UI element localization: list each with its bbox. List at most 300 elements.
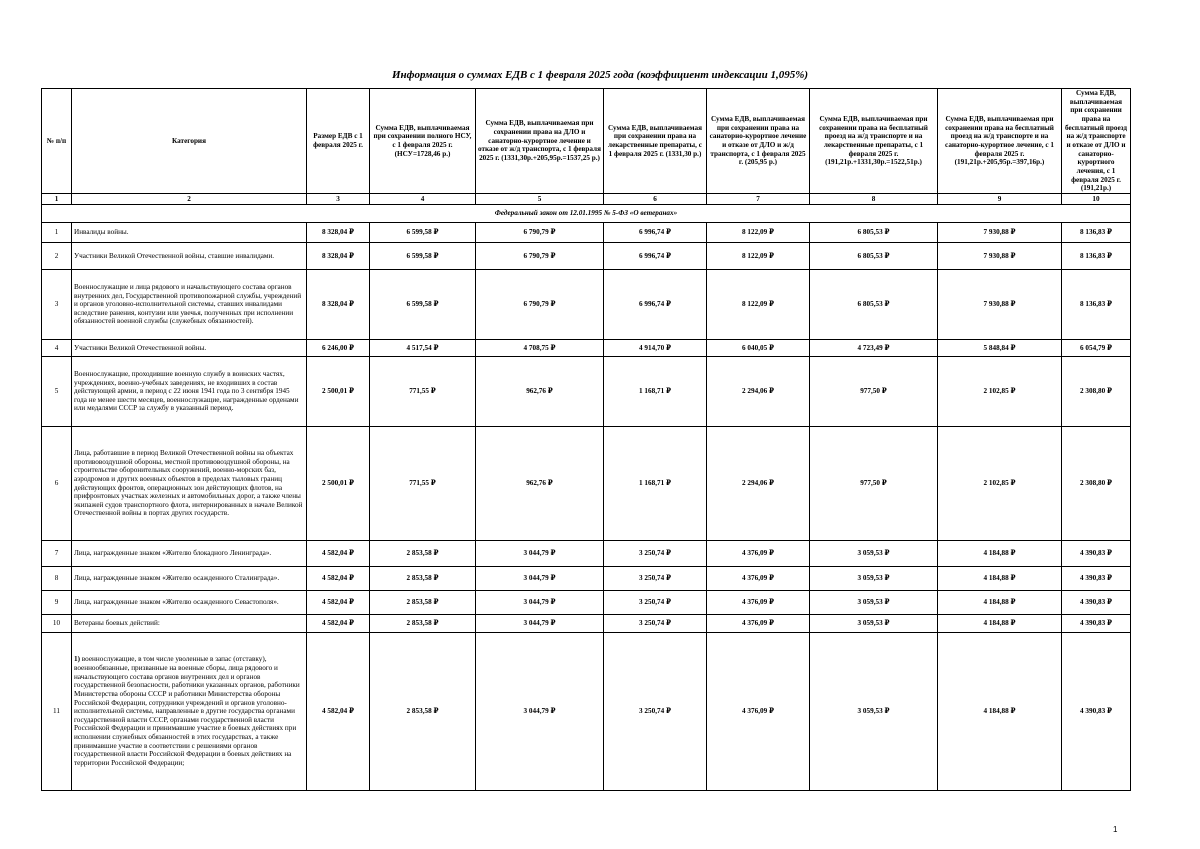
amount-cell <box>370 243 476 270</box>
ruble-sign: ₽ <box>884 300 890 309</box>
amount-cell <box>810 615 938 633</box>
amount-cell <box>938 357 1062 427</box>
amount-cell <box>938 567 1062 591</box>
category-text: Лица, награжденные знаком «Жителю осажденного Севастополя». <box>74 598 279 607</box>
table-row <box>42 223 1131 243</box>
amount-value: 4 582,04 <box>322 707 348 716</box>
ruble-sign: ₽ <box>1010 619 1016 628</box>
ruble-sign: ₽ <box>1106 300 1112 309</box>
amount-value: 4 517,54 <box>406 343 432 352</box>
amount-value: 4 390,83 <box>1080 549 1106 558</box>
amount-value: 4 376,09 <box>742 707 768 716</box>
amount-value: 4 376,09 <box>742 574 768 583</box>
amount-value: 8 122,09 <box>742 228 768 237</box>
ruble-sign: ₽ <box>1010 574 1016 583</box>
ruble-sign: ₽ <box>348 251 354 260</box>
row-category <box>72 541 307 567</box>
ruble-sign: ₽ <box>768 251 774 260</box>
ruble-sign: ₽ <box>433 549 439 558</box>
amount-value: 2 102,85 <box>983 387 1009 396</box>
amount-cell <box>604 633 707 791</box>
ruble-sign: ₽ <box>547 479 553 488</box>
col-header-category: Категория <box>72 89 307 194</box>
column-number: 5 <box>476 194 604 205</box>
amount-value: 8 122,09 <box>742 300 768 309</box>
col-header-dlo-sanatorium: Сумма ЕДВ, выплачиваемая при сохранении права на ДЛО и санаторно-курортное лечение и отказе от ж/д транспорта, с 1 февраля 2025 г. (1331,30р.+205,95р.=1537,25 р.) <box>476 89 604 194</box>
amount-cell <box>707 357 810 427</box>
ruble-sign: ₽ <box>665 619 671 628</box>
column-number: 8 <box>810 194 938 205</box>
amount-cell <box>1062 427 1131 541</box>
category-text: Лица, награжденные знаком «Жителю осажденного Сталинграда». <box>74 574 280 583</box>
amount-cell <box>810 427 938 541</box>
amount-cell <box>604 243 707 270</box>
amount-cell <box>707 243 810 270</box>
row-number: 11 <box>42 633 72 791</box>
category-prefix: 1) <box>74 655 80 664</box>
amount-cell <box>604 567 707 591</box>
amount-cell <box>604 541 707 567</box>
amount-cell <box>370 357 476 427</box>
row-number: 7 <box>42 541 72 567</box>
ruble-sign: ₽ <box>665 300 671 309</box>
edv-table <box>41 88 1131 791</box>
ruble-sign: ₽ <box>348 707 354 716</box>
amount-value: 8 136,83 <box>1080 228 1106 237</box>
amount-cell <box>938 615 1062 633</box>
amount-value: 6 246,00 <box>322 343 348 352</box>
amount-cell <box>476 243 604 270</box>
ruble-sign: ₽ <box>768 707 774 716</box>
amount-cell <box>604 357 707 427</box>
ruble-sign: ₽ <box>550 574 556 583</box>
amount-value: 2 500,01 <box>322 479 348 488</box>
amount-cell <box>1062 591 1131 615</box>
table-row <box>42 357 1131 427</box>
ruble-sign: ₽ <box>348 228 354 237</box>
amount-value: 3 044,79 <box>523 574 549 583</box>
amount-value: 4 723,49 <box>857 343 883 352</box>
column-number: 2 <box>72 194 307 205</box>
amount-value: 8 122,09 <box>742 251 768 260</box>
amount-cell <box>370 427 476 541</box>
row-category <box>72 243 307 270</box>
amount-value: 6 805,53 <box>857 251 883 260</box>
amount-value: 6 599,58 <box>406 251 432 260</box>
row-number: 8 <box>42 567 72 591</box>
table-row <box>42 633 1131 791</box>
amount-cell <box>307 223 370 243</box>
amount-cell <box>707 567 810 591</box>
amount-cell <box>370 223 476 243</box>
col-header-rail-only: Сумма ЕДВ, выплачиваемая при сохранении права на бесплатный проезд на ж/д транспорте и отказе от ДЛО и санаторно-курортного лечения, с 1 февраля 2025 г. (191,21р.) <box>1062 89 1131 194</box>
amount-cell <box>1062 567 1131 591</box>
amount-value: 2 500,01 <box>322 387 348 396</box>
ruble-sign: ₽ <box>1106 251 1112 260</box>
amount-cell <box>370 270 476 340</box>
amount-value: 4 390,83 <box>1080 619 1106 628</box>
amount-value: 8 136,83 <box>1080 251 1106 260</box>
ruble-sign: ₽ <box>1106 343 1112 352</box>
amount-value: 7 930,88 <box>983 228 1009 237</box>
row-number: 6 <box>42 427 72 541</box>
column-number-row <box>42 194 1131 205</box>
amount-value: 3 250,74 <box>639 619 665 628</box>
amount-value: 4 390,83 <box>1080 707 1106 716</box>
row-number: 5 <box>42 357 72 427</box>
column-number: 6 <box>604 194 707 205</box>
amount-value: 6 054,79 <box>1080 343 1106 352</box>
column-number: 1 <box>42 194 72 205</box>
amount-value: 771,55 <box>409 387 429 396</box>
amount-value: 3 044,79 <box>523 707 549 716</box>
amount-value: 6 996,74 <box>639 300 665 309</box>
amount-cell <box>938 633 1062 791</box>
amount-value: 3 044,79 <box>523 619 549 628</box>
amount-cell <box>938 591 1062 615</box>
amount-value: 1 168,71 <box>639 479 665 488</box>
amount-cell <box>1062 541 1131 567</box>
ruble-sign: ₽ <box>1106 619 1112 628</box>
amount-value: 2 853,58 <box>406 598 432 607</box>
amount-cell <box>307 567 370 591</box>
ruble-sign: ₽ <box>348 598 354 607</box>
amount-cell <box>307 270 370 340</box>
ruble-sign: ₽ <box>550 549 556 558</box>
amount-cell <box>810 223 938 243</box>
ruble-sign: ₽ <box>1106 598 1112 607</box>
table-row <box>42 270 1131 340</box>
amount-value: 7 930,88 <box>983 300 1009 309</box>
ruble-sign: ₽ <box>768 479 774 488</box>
amount-cell <box>476 567 604 591</box>
ruble-sign: ₽ <box>433 707 439 716</box>
col-header-full-nsu: Сумма ЕДВ, выплачиваемая при сохранении полного НСУ, с 1 февраля 2025 г. (НСУ=1728,46 р.) <box>370 89 476 194</box>
column-number: 3 <box>307 194 370 205</box>
row-number: 4 <box>42 340 72 357</box>
category-text: Военнослужащие, проходившие военную службу в воинских частях, учреждениях, военно-учебных заведениях, не входивших в состав действующей армии, в период с 22 июня 1941 года по 3 сентября 1945 года не менее шести месяцев, военнослужащие, награжденные орденами или медалями СССР за службу в указанный период. <box>74 369 299 413</box>
amount-value: 2 308,80 <box>1080 387 1106 396</box>
amount-cell <box>476 541 604 567</box>
row-category <box>72 567 307 591</box>
ruble-sign: ₽ <box>348 300 354 309</box>
ruble-sign: ₽ <box>1106 228 1112 237</box>
amount-value: 6 790,79 <box>523 300 549 309</box>
amount-cell <box>938 541 1062 567</box>
amount-cell <box>1062 243 1131 270</box>
amount-value: 4 184,88 <box>983 598 1009 607</box>
amount-value: 977,50 <box>860 479 880 488</box>
amount-cell <box>1062 340 1131 357</box>
amount-cell <box>307 427 370 541</box>
ruble-sign: ₽ <box>1010 251 1016 260</box>
ruble-sign: ₽ <box>884 707 890 716</box>
col-header-edv-size: Размер ЕДВ с 1 февраля 2025 г. <box>307 89 370 194</box>
ruble-sign: ₽ <box>433 343 439 352</box>
amount-value: 4 914,70 <box>639 343 665 352</box>
ruble-sign: ₽ <box>433 619 439 628</box>
row-number: 2 <box>42 243 72 270</box>
row-category <box>72 591 307 615</box>
amount-cell <box>476 591 604 615</box>
amount-cell <box>370 615 476 633</box>
amount-value: 8 328,04 <box>322 300 348 309</box>
amount-value: 6 805,53 <box>857 228 883 237</box>
amount-cell <box>370 541 476 567</box>
row-category <box>72 357 307 427</box>
amount-cell <box>938 270 1062 340</box>
table-row <box>42 427 1131 541</box>
amount-cell <box>810 243 938 270</box>
amount-value: 4 184,88 <box>983 574 1009 583</box>
header-row <box>42 89 1131 194</box>
ruble-sign: ₽ <box>884 619 890 628</box>
amount-value: 1 168,71 <box>639 387 665 396</box>
amount-value: 4 184,88 <box>983 707 1009 716</box>
ruble-sign: ₽ <box>348 479 354 488</box>
amount-value: 4 376,09 <box>742 619 768 628</box>
ruble-sign: ₽ <box>348 549 354 558</box>
amount-value: 3 059,53 <box>857 574 883 583</box>
amount-cell <box>707 223 810 243</box>
ruble-sign: ₽ <box>433 300 439 309</box>
ruble-sign: ₽ <box>1010 343 1016 352</box>
ruble-sign: ₽ <box>665 228 671 237</box>
amount-value: 3 059,53 <box>857 549 883 558</box>
table-row <box>42 243 1131 270</box>
ruble-sign: ₽ <box>1010 387 1016 396</box>
ruble-sign: ₽ <box>768 387 774 396</box>
ruble-sign: ₽ <box>768 619 774 628</box>
amount-value: 4 376,09 <box>742 598 768 607</box>
ruble-sign: ₽ <box>1106 574 1112 583</box>
amount-cell <box>707 633 810 791</box>
amount-cell <box>707 591 810 615</box>
ruble-sign: ₽ <box>665 707 671 716</box>
amount-value: 6 790,79 <box>523 251 549 260</box>
ruble-sign: ₽ <box>884 574 890 583</box>
ruble-sign: ₽ <box>1106 479 1112 488</box>
row-category <box>72 340 307 357</box>
amount-value: 7 930,88 <box>983 251 1009 260</box>
amount-cell <box>476 427 604 541</box>
amount-value: 2 294,06 <box>742 387 768 396</box>
ruble-sign: ₽ <box>550 228 556 237</box>
amount-cell <box>1062 270 1131 340</box>
row-category <box>72 223 307 243</box>
amount-cell <box>476 340 604 357</box>
amount-value: 4 376,09 <box>742 549 768 558</box>
row-number: 1 <box>42 223 72 243</box>
amount-value: 977,50 <box>860 387 880 396</box>
amount-value: 3 059,53 <box>857 598 883 607</box>
ruble-sign: ₽ <box>1106 387 1112 396</box>
ruble-sign: ₽ <box>884 251 890 260</box>
ruble-sign: ₽ <box>1010 707 1016 716</box>
amount-value: 2 853,58 <box>406 549 432 558</box>
ruble-sign: ₽ <box>430 479 436 488</box>
col-header-rail-medicines: Сумма ЕДВ, выплачиваемая при сохранении права на бесплатный проезд на ж/д транспорте и на лекарственные препараты, с 1 февраля 2025 г. (191,21р.+1331,30р.=1522,51р.) <box>810 89 938 194</box>
row-category <box>72 270 307 340</box>
amount-cell <box>604 591 707 615</box>
amount-cell <box>810 567 938 591</box>
ruble-sign: ₽ <box>665 387 671 396</box>
amount-value: 771,55 <box>409 479 429 488</box>
ruble-sign: ₽ <box>665 574 671 583</box>
amount-value: 962,76 <box>526 387 546 396</box>
ruble-sign: ₽ <box>348 343 354 352</box>
ruble-sign: ₽ <box>348 387 354 396</box>
row-number: 9 <box>42 591 72 615</box>
section-title: Федеральный закон от 12.01.1995 № 5-ФЗ «О ветеранах» <box>42 205 1131 223</box>
ruble-sign: ₽ <box>665 479 671 488</box>
amount-value: 3 059,53 <box>857 619 883 628</box>
amount-cell <box>810 270 938 340</box>
amount-value: 2 294,06 <box>742 479 768 488</box>
amount-value: 3 044,79 <box>523 598 549 607</box>
ruble-sign: ₽ <box>881 387 887 396</box>
amount-cell <box>370 633 476 791</box>
amount-cell <box>307 633 370 791</box>
ruble-sign: ₽ <box>768 343 774 352</box>
amount-value: 3 059,53 <box>857 707 883 716</box>
ruble-sign: ₽ <box>768 598 774 607</box>
ruble-sign: ₽ <box>433 228 439 237</box>
table-row <box>42 567 1131 591</box>
table-row <box>42 615 1131 633</box>
section-header-row <box>42 205 1131 223</box>
amount-cell <box>307 340 370 357</box>
amount-value: 8 136,83 <box>1080 300 1106 309</box>
document-title: Информация о суммах ЕДВ с 1 февраля 2025 года (коэффициент индексации 1,095%) <box>391 69 809 81</box>
amount-cell <box>810 541 938 567</box>
ruble-sign: ₽ <box>884 598 890 607</box>
amount-value: 2 308,80 <box>1080 479 1106 488</box>
amount-cell <box>707 615 810 633</box>
amount-value: 8 328,04 <box>322 228 348 237</box>
page-number: 1 <box>1113 825 1118 834</box>
ruble-sign: ₽ <box>430 387 436 396</box>
category-text: Инвалиды войны. <box>74 228 129 237</box>
amount-cell <box>307 591 370 615</box>
ruble-sign: ₽ <box>768 300 774 309</box>
amount-cell <box>370 591 476 615</box>
amount-cell <box>1062 223 1131 243</box>
category-text: Участники Великой Отечественной войны. <box>74 343 207 352</box>
amount-cell <box>604 270 707 340</box>
amount-value: 4 184,88 <box>983 619 1009 628</box>
amount-cell <box>810 340 938 357</box>
ruble-sign: ₽ <box>884 343 890 352</box>
amount-value: 4 184,88 <box>983 549 1009 558</box>
amount-value: 4 582,04 <box>322 598 348 607</box>
column-number: 4 <box>370 194 476 205</box>
amount-value: 3 250,74 <box>639 598 665 607</box>
category-text: Участники Великой Отечественной войны, ставшие инвалидами. <box>74 251 275 260</box>
amount-cell <box>307 541 370 567</box>
amount-value: 2 853,58 <box>406 574 432 583</box>
amount-cell <box>476 223 604 243</box>
amount-value: 2 102,85 <box>983 479 1009 488</box>
ruble-sign: ₽ <box>881 479 887 488</box>
amount-cell <box>938 427 1062 541</box>
category-text: Военнослужащие и лица рядового и начальствующего состава органов внутренних дел, Государственной противопожарной службы, учреждений и органов уголовно-исполнительной системы, ставших инвалидами вследствие ранения, контузии или увечья, полученных при исполнении обязанностей военной службы (служебных обязанностей). <box>74 282 302 326</box>
ruble-sign: ₽ <box>1106 707 1112 716</box>
column-number: 7 <box>707 194 810 205</box>
ruble-sign: ₽ <box>550 251 556 260</box>
category-text: Лица, работавшие в период Великой Отечественной войны на объектах противовоздушной обороны, местной противовоздушной обороны, на строительстве оборонительных сооружений, военно-морских баз, аэродромов и других военных объектов в пределах тыловых границ действующих фронтов, операционных зон действующих флотов, на прифронтовых участках железных и автомобильных дорог, а также члены экипажей судов транспортного флота, интернированных в начале Великой Отечественной войны в портах других государств. <box>74 448 303 518</box>
amount-cell <box>370 340 476 357</box>
table-row <box>42 591 1131 615</box>
amount-cell <box>307 243 370 270</box>
amount-cell <box>707 541 810 567</box>
amount-cell <box>604 427 707 541</box>
amount-cell <box>1062 357 1131 427</box>
amount-cell <box>938 340 1062 357</box>
amount-cell <box>476 270 604 340</box>
column-number: 10 <box>1062 194 1131 205</box>
ruble-sign: ₽ <box>1010 300 1016 309</box>
ruble-sign: ₽ <box>665 343 671 352</box>
amount-cell <box>604 340 707 357</box>
amount-value: 3 250,74 <box>639 549 665 558</box>
amount-cell <box>476 357 604 427</box>
amount-cell <box>938 243 1062 270</box>
amount-cell <box>707 340 810 357</box>
col-header-medicines: Сумма ЕДВ, выплачиваемая при сохранении права на лекарственные препараты, с 1 февраля 2025 г. (1331,30 р.) <box>604 89 707 194</box>
ruble-sign: ₽ <box>550 598 556 607</box>
ruble-sign: ₽ <box>550 619 556 628</box>
row-number: 10 <box>42 615 72 633</box>
ruble-sign: ₽ <box>1010 549 1016 558</box>
amount-value: 5 848,84 <box>983 343 1009 352</box>
col-header-number: № п/п <box>42 89 72 194</box>
amount-value: 8 328,04 <box>322 251 348 260</box>
amount-value: 6 790,79 <box>523 228 549 237</box>
row-category <box>72 615 307 633</box>
amount-cell <box>1062 615 1131 633</box>
col-header-rail-sanatorium: Сумма ЕДВ, выплачиваемая при сохранении права на бесплатный проезд на ж/д транспорте и на санаторно-курортное лечение, с 1 февраля 2025 г. (191,21р.+205,95р.=397,16р.) <box>938 89 1062 194</box>
ruble-sign: ₽ <box>768 549 774 558</box>
table-row <box>42 541 1131 567</box>
ruble-sign: ₽ <box>665 549 671 558</box>
ruble-sign: ₽ <box>348 574 354 583</box>
row-number: 3 <box>42 270 72 340</box>
amount-cell <box>604 615 707 633</box>
amount-cell <box>938 223 1062 243</box>
ruble-sign: ₽ <box>1010 598 1016 607</box>
amount-cell <box>370 567 476 591</box>
amount-value: 3 250,74 <box>639 707 665 716</box>
amount-cell <box>307 615 370 633</box>
amount-value: 3 250,74 <box>639 574 665 583</box>
amount-value: 6 599,58 <box>406 300 432 309</box>
ruble-sign: ₽ <box>547 387 553 396</box>
amount-value: 2 853,58 <box>406 619 432 628</box>
amount-value: 6 805,53 <box>857 300 883 309</box>
amount-value: 3 044,79 <box>523 549 549 558</box>
ruble-sign: ₽ <box>550 343 556 352</box>
amount-cell <box>1062 633 1131 791</box>
ruble-sign: ₽ <box>768 574 774 583</box>
ruble-sign: ₽ <box>884 549 890 558</box>
column-number: 9 <box>938 194 1062 205</box>
amount-value: 4 390,83 <box>1080 598 1106 607</box>
table-row <box>42 340 1131 357</box>
amount-cell <box>707 270 810 340</box>
amount-value: 6 996,74 <box>639 228 665 237</box>
row-category <box>72 633 307 791</box>
